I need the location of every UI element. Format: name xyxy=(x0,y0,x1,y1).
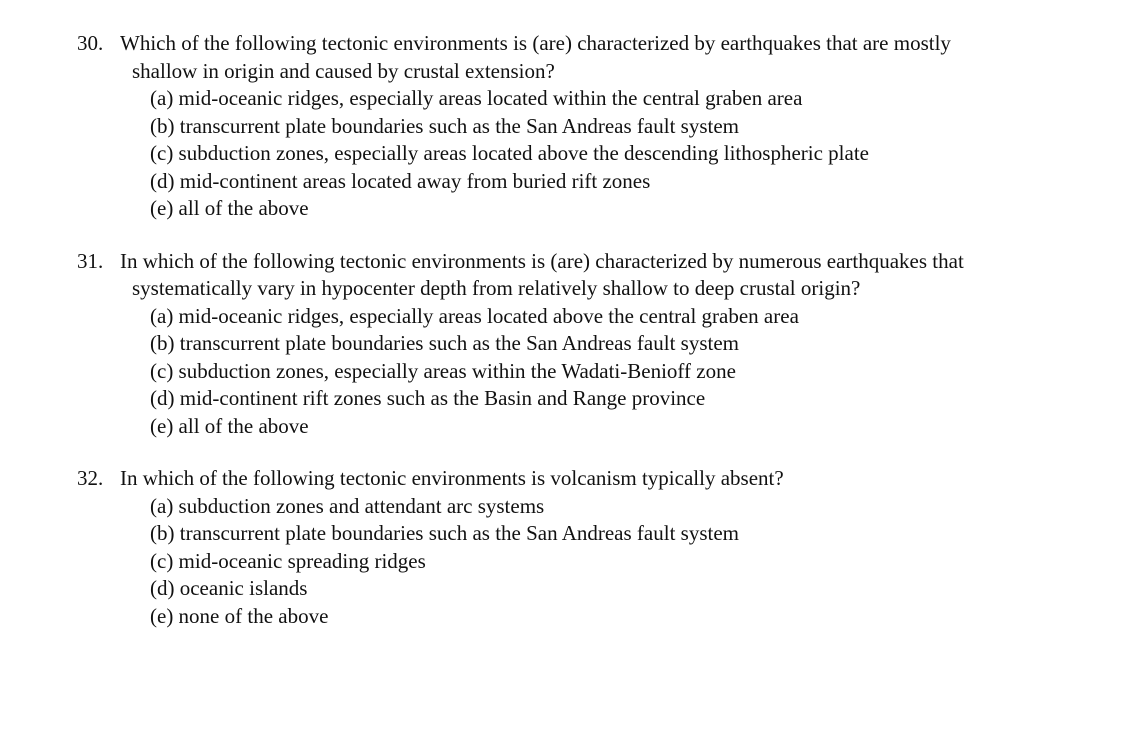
answer-option-c: (c) subduction zones, especially areas within the Wadati-Benioff zone xyxy=(150,358,736,383)
answer-option-d: (d) mid-continent areas located away from buried rift zones xyxy=(150,168,651,193)
question-stem xyxy=(0,30,1092,85)
question-stem xyxy=(0,248,1092,303)
answer-option-b: (b) transcurrent plate boundaries such as the San Andreas fault system xyxy=(150,521,739,545)
question-30 xyxy=(0,30,1126,223)
answer-option-a: (a) mid-oceanic ridges, especially areas located within the central graben area xyxy=(150,86,803,110)
question-stem-line-2: systematically vary in hypocenter depth from relatively shallow to deep crustal origin? xyxy=(132,276,861,300)
answer-option-b: (b) transcurrent plate boundaries such as the San Andreas fault system xyxy=(150,331,739,355)
answer-option-d: (d) mid-continent rift zones such as the Basin and Range province xyxy=(150,386,706,410)
question-number: 31. xyxy=(77,248,104,273)
answer-option-a: (a) mid-oceanic ridges, especially areas located above the central graben area xyxy=(150,303,799,328)
question-stem-line-1: In which of the following tectonic environments is volcanism typically absent? xyxy=(120,466,784,490)
question-stem xyxy=(0,465,1092,493)
answer-option-e: (e) all of the above xyxy=(150,413,309,438)
question-31 xyxy=(0,248,1126,441)
answer-option-e: (e) none of the above xyxy=(150,603,329,628)
answer-option-b: (b) transcurrent plate boundaries such as the San Andreas fault system xyxy=(150,113,739,138)
question-number: 30. xyxy=(77,31,104,55)
question-stem-line-2: shallow in origin and caused by crustal extension? xyxy=(132,58,555,83)
question-32 xyxy=(0,465,1126,630)
quiz-page xyxy=(0,30,1126,655)
answer-option-a: (a) subduction zones and attendant arc systems xyxy=(150,493,545,518)
question-number: 32. xyxy=(77,466,104,490)
answer-option-c: (c) mid-oceanic spreading ridges xyxy=(150,548,426,573)
question-stem-line-1: In which of the following tectonic environments is (are) characterized by numerous earthquakes that xyxy=(120,248,964,273)
answer-option-e: (e) all of the above xyxy=(150,196,309,220)
question-stem-line-1: Which of the following tectonic environments is (are) characterized by earthquakes that are mostly xyxy=(120,31,951,55)
answer-option-d: (d) oceanic islands xyxy=(150,576,308,600)
answer-option-c: (c) subduction zones, especially areas located above the descending lithospheric plate xyxy=(150,141,869,165)
